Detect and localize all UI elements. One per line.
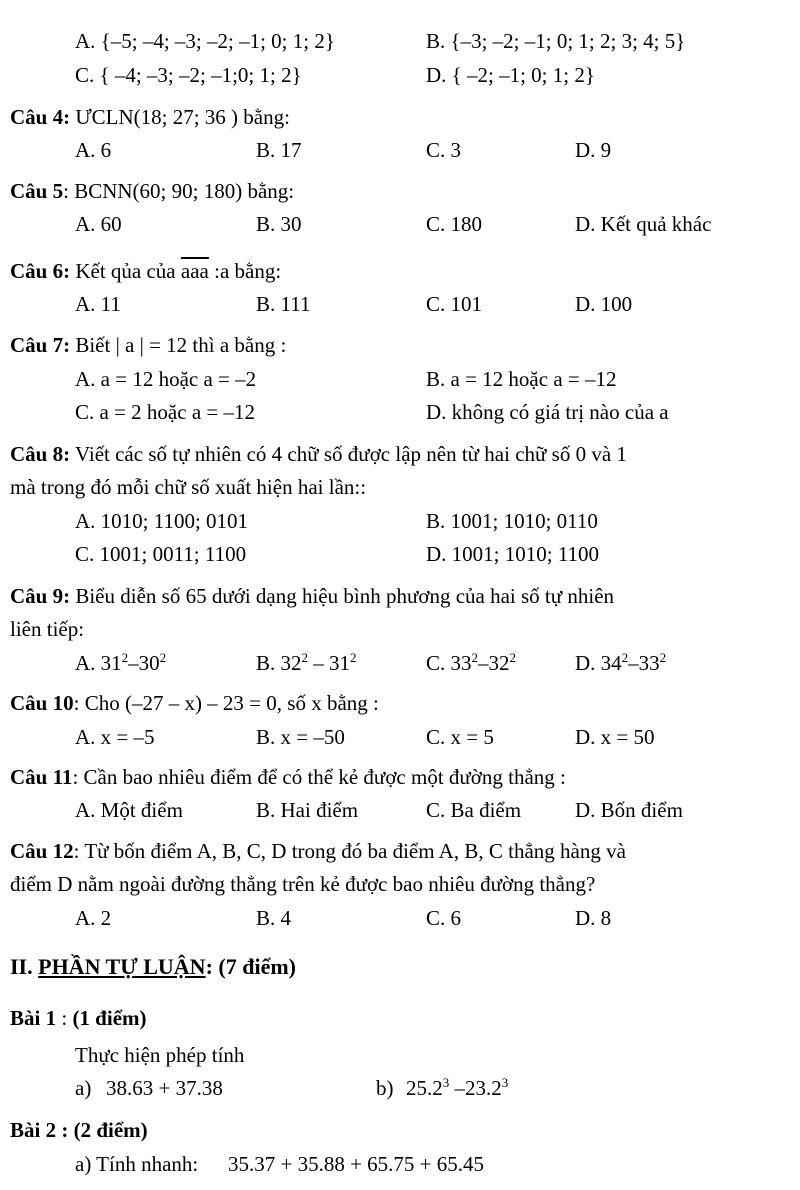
q8-stem-line2: mà trong đó mỗi chữ số xuất hiện hai lần::: [10, 475, 367, 499]
bai1-b-exp1: 3: [442, 1075, 450, 1090]
bai1-sep: :: [56, 1006, 73, 1030]
q9-d-exp2: 2: [659, 650, 667, 665]
bai1-heading: [10, 1005, 147, 1031]
q10-option-c: C. x = 5: [426, 725, 494, 749]
q10-label: Câu 10: [10, 691, 74, 715]
q5-stem: [10, 178, 294, 204]
q8-option-c: C. 1001; 0011; 1100: [75, 542, 247, 566]
q9-b-base1: 32: [280, 651, 302, 675]
q9-d-base2: –33: [628, 651, 660, 675]
q9-a-prefix: A.: [75, 651, 101, 675]
q9-option-d: [575, 650, 666, 676]
q8-label: Câu 8:: [10, 442, 71, 466]
q6-pre: Kết qủa của: [70, 259, 181, 283]
part2-score: : (7 điểm): [205, 954, 296, 979]
q8-option-b: B. 1001; 1010; 0110: [426, 509, 598, 533]
q9-d-base1: 34: [600, 651, 622, 675]
q10-option-a: A. x = –5: [75, 725, 155, 749]
q6-post: :a bằng:: [208, 259, 282, 283]
q12-text1: : Từ bốn điểm A, B, C, D trong đó ba điểm A, B, C thẳng hàng và: [73, 839, 626, 863]
part2-title: PHẦN TỰ LUẬN: [38, 954, 206, 979]
bai1-instruction: Thực hiện phép tính: [75, 1043, 245, 1067]
q7-label: Câu 7:: [10, 333, 71, 357]
q11-option-a: A. Một điểm: [75, 798, 183, 822]
q9-stem-line2: liên tiếp:: [10, 617, 85, 641]
bai2-part-a-label: a) Tính nhanh:: [75, 1152, 199, 1176]
q5-option-c: C. 180: [426, 212, 483, 236]
q9-c-exp1: 2: [471, 650, 479, 665]
q5-option-d: D. Kết quả khác: [575, 212, 712, 236]
q11-text: : Cần bao nhiêu điểm để có thể kẻ được một đường thẳng :: [72, 765, 566, 789]
q9-label: Câu 9:: [10, 584, 71, 608]
q7-option-c: C. a = 2 hoặc a = –12: [75, 400, 255, 424]
q9-b-exp2: 2: [350, 650, 357, 665]
q6-option-b: B. 111: [256, 292, 311, 316]
q6-option-a: A. 11: [75, 292, 121, 316]
q9-option-a: [75, 650, 166, 676]
q6-option-c: C. 101: [426, 292, 483, 316]
q9-d-prefix: D.: [575, 651, 601, 675]
q9-a-exp2: 2: [159, 650, 167, 665]
q4-option-b: B. 17: [256, 138, 302, 162]
q9-c-base1: 33: [450, 651, 472, 675]
q8-text1: Viết các số tự nhiên có 4 chữ số được lập nên từ hai chữ số 0 và 1: [70, 442, 627, 466]
q11-stem: [10, 764, 566, 790]
q3-option-a: A. {–5; –4; –3; –2; –1; 0; 1; 2}: [75, 29, 335, 53]
q12-label: Câu 12: [10, 839, 74, 863]
q7-text: Biết | a | = 12 thì a bằng :: [70, 333, 287, 357]
q5-option-b: B. 30: [256, 212, 302, 236]
q11-option-c: C. Ba điểm: [426, 798, 522, 822]
q8-option-a: A. 1010; 1100; 0101: [75, 509, 249, 533]
q9-a-exp1: 2: [121, 650, 129, 665]
q10-stem: [10, 690, 379, 716]
q4-label: Câu 4:: [10, 105, 71, 129]
q9-text1: Biểu diễn số 65 dưới dạng hiệu bình phương của hai số tự nhiên: [70, 584, 615, 608]
q9-b-exp1: 2: [301, 650, 309, 665]
q6-label: Câu 6:: [10, 259, 71, 283]
bai2-label: Bài 2 : (2 điểm): [10, 1118, 148, 1142]
q4-option-a: A. 6: [75, 138, 112, 162]
q9-c-exp2: 2: [509, 650, 517, 665]
q6-overline-aaa: $\overline{aaa}$: [180, 259, 209, 283]
bai1-score: (1 điểm): [72, 1006, 147, 1030]
q11-label: Câu 11: [10, 765, 73, 789]
q3-option-d: D. { –2; –1; 0; 1; 2}: [426, 63, 595, 87]
bai2-part-a-expr: 35.37 + 35.88 + 65.75 + 65.45: [228, 1152, 485, 1176]
q7-option-b: B. a = 12 hoặc a = –12: [426, 367, 617, 391]
q6-stem: [10, 258, 281, 284]
q9-a-base1: 31: [100, 651, 122, 675]
q12-stem-line1: [10, 838, 626, 864]
q9-c-prefix: C.: [426, 651, 451, 675]
bai1-part-b-label: b): [376, 1076, 394, 1100]
q9-stem-line1: [10, 583, 614, 609]
part2-heading: [10, 954, 296, 980]
q11-option-b: B. Hai điểm: [256, 798, 359, 822]
q6-option-d: D. 100: [575, 292, 633, 316]
q9-a-base2: –30: [128, 651, 160, 675]
q5-label: Câu 5: [10, 179, 64, 203]
q4-option-c: C. 3: [426, 138, 462, 162]
bai1-b-term1: 25.2: [406, 1076, 443, 1100]
bai1-part-b-expr: [406, 1075, 508, 1101]
q9-option-c: [426, 650, 516, 676]
bai1-b-term2: –23.2: [449, 1076, 502, 1100]
q4-option-d: D. 9: [575, 138, 612, 162]
q3-option-b: B. {–3; –2; –1; 0; 1; 2; 3; 4; 5}: [426, 29, 686, 53]
q12-option-a: A. 2: [75, 906, 112, 930]
part2-number: II.: [10, 954, 39, 979]
q7-option-a: A. a = 12 hoặc a = –2: [75, 367, 257, 391]
q12-stem-line2: điểm D nằm ngoài đường thẳng trên kẻ được bao nhiêu đường thẳng?: [10, 872, 596, 896]
q7-stem: [10, 332, 286, 358]
q4-text: ƯCLN(18; 27; 36 ) bằng:: [70, 105, 290, 129]
q12-option-b: B. 4: [256, 906, 292, 930]
q8-stem-line1: [10, 441, 627, 467]
q12-option-c: C. 6: [426, 906, 462, 930]
q4-stem: [10, 104, 290, 130]
q9-b-prefix: B.: [256, 651, 281, 675]
q5-text: : BCNN(60; 90; 180) bằng:: [63, 179, 295, 203]
q8-option-d: D. 1001; 1010; 1100: [426, 542, 600, 566]
q9-c-base2: –32: [478, 651, 510, 675]
q12-option-d: D. 8: [575, 906, 612, 930]
q3-option-c: C. { –4; –3; –2; –1;0; 1; 2}: [75, 63, 302, 87]
q9-b-base2: – 31: [308, 651, 351, 675]
q11-option-d: D. Bốn điểm: [575, 798, 683, 822]
q10-option-d: D. x = 50: [575, 725, 655, 749]
bai1-label: Bài 1: [10, 1006, 57, 1030]
bai1-part-a-label: a): [75, 1076, 92, 1100]
q7-option-d: D. không có giá trị nào của a: [426, 400, 669, 424]
q9-option-b: [256, 650, 357, 676]
q9-d-exp1: 2: [621, 650, 629, 665]
bai1-b-exp2: 3: [501, 1075, 509, 1090]
q5-option-a: A. 60: [75, 212, 122, 236]
q10-text: : Cho (–27 – x) – 23 = 0, số x bằng :: [73, 691, 379, 715]
bai2-heading: [10, 1117, 148, 1143]
q10-option-b: B. x = –50: [256, 725, 345, 749]
bai1-part-a-expr: 38.63 + 37.38: [106, 1076, 223, 1100]
